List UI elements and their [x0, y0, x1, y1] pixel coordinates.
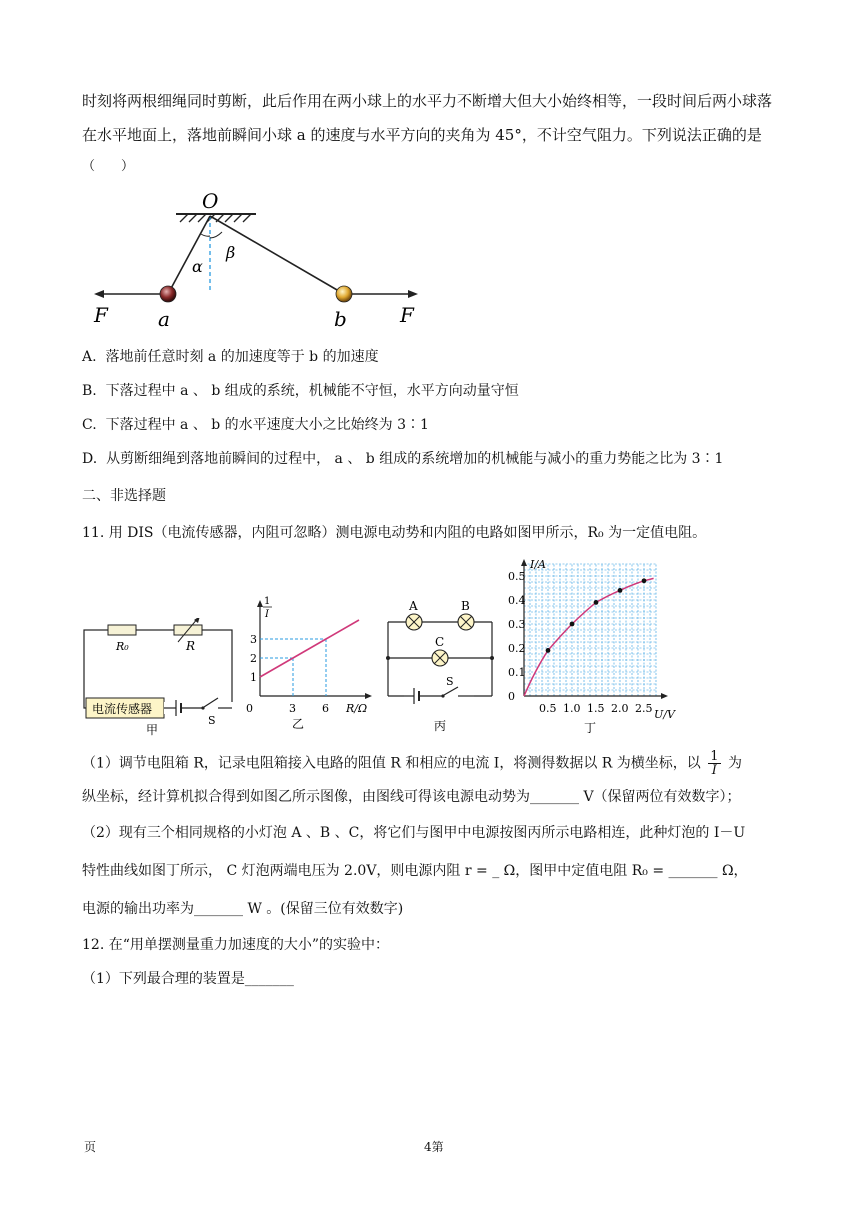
q10-answer-bracket: （ ） — [82, 159, 135, 174]
label-lamp-a: A — [409, 600, 418, 613]
ball-a — [160, 286, 176, 302]
xtick-0: 0 — [246, 702, 253, 715]
xtick-2.0: 2.0 — [611, 702, 629, 715]
caption-jia: 甲 — [146, 723, 159, 736]
section-title: 二、非选择题 — [82, 488, 166, 504]
data-point — [594, 600, 599, 605]
q11-part1-line1 — [82, 750, 742, 777]
option-d — [82, 448, 723, 470]
lamp-b — [458, 614, 474, 630]
q10-figure — [88, 186, 428, 334]
ytick-1: 1 — [250, 671, 257, 684]
label-o: O — [202, 189, 219, 213]
option-c — [82, 414, 429, 436]
option-d-label: D. — [82, 451, 98, 467]
fig-ding-graph — [504, 556, 694, 736]
caption-bing: 丙 — [434, 719, 447, 733]
xtick-6: 6 — [322, 702, 329, 715]
frac-num: 1 — [710, 749, 719, 764]
xlabel: U/V — [654, 708, 675, 721]
ball-b — [336, 286, 352, 302]
option-a-text: 落地前任意时刻 a 的加速度等于 b 的加速度 — [105, 349, 379, 365]
q11-part2-line1: （2）现有三个相同规格的小灯泡 A 、B 、C，将它们与图甲中电源按图丙所示电路相连，此种灯泡的 I－U — [82, 825, 746, 841]
xtick-2.5: 2.5 — [635, 702, 653, 715]
label-r0: R₀ — [116, 640, 129, 653]
fig-yi-graph — [240, 590, 376, 736]
q11-stem: 11. 用 DIS（电流传感器，内阻可忽略）测电源电动势和内阻的电路如图甲所示，R₀ 为一定值电阻。 — [82, 525, 707, 541]
option-b-label: B. — [82, 383, 97, 399]
q11-part1-line2: 纵坐标，经计算机拟合得到如图乙所示图像，由图线可得该电源电动势为_______ V（保留两位有效数字）； — [82, 789, 741, 805]
option-a-label: A. — [82, 349, 97, 365]
lamp-a — [406, 614, 422, 630]
ylabel-den: I — [265, 609, 269, 620]
xtick-0.5: 0.5 — [539, 702, 557, 715]
iu-curve — [524, 578, 654, 696]
ytick-0.4: 0.4 — [508, 594, 526, 607]
ytick-0.2: 0.2 — [508, 642, 526, 655]
data-point — [618, 588, 623, 593]
ytick-0.3: 0.3 — [508, 618, 526, 631]
q12-stem: 12. 在“用单摆测量重力加速度的大小”的实验中： — [82, 937, 390, 953]
option-b-text: 下落过程中 a 、 b 组成的系统，机械能不守恒，水平方向动量守恒 — [105, 383, 519, 399]
data-point — [642, 578, 647, 583]
option-a — [82, 346, 379, 368]
y-axis-arrow — [257, 600, 263, 607]
x-axis-arrow — [661, 693, 668, 699]
label-f-right: F — [400, 303, 414, 327]
xtick-3: 3 — [289, 702, 296, 715]
fit-line — [260, 620, 359, 677]
option-b — [82, 380, 519, 402]
label-beta: β — [226, 243, 236, 262]
label-switch-jia: S — [208, 714, 216, 727]
q11-part2-line2: 特性曲线如图丁所示， C 灯泡两端电压为 2.0V，则电源内阻 r = _ Ω，图甲中定值电阻 R₀ = _______ Ω， — [82, 863, 748, 879]
label-b: b — [334, 307, 347, 331]
q10-line2: 在水平地面上，落地前瞬间小球 a 的速度与水平方向的夹角为 45°，不计空气阻力。下列说法正确的是 — [82, 126, 762, 144]
label-r: R — [186, 639, 196, 653]
x-axis-arrow — [365, 693, 372, 699]
data-point — [570, 622, 575, 627]
footer-left: 页 — [84, 1140, 97, 1154]
q12-part1: （1）下列最合理的装置是_______ — [82, 971, 294, 987]
option-c-text: 下落过程中 a 、 b 的水平速度大小之比始终为 3∶1 — [105, 417, 429, 433]
ytick-0.5: 0.5 — [508, 570, 526, 583]
q11-part2-line3: 电源的输出功率为_______ W 。(保留三位有效数字) — [82, 901, 404, 917]
label-f-left: F — [94, 303, 108, 327]
ytick-0: 0 — [508, 690, 515, 703]
sensor-label: 电流传感器 — [92, 702, 153, 716]
fig-jia-circuit — [78, 618, 238, 736]
caption-ding: 丁 — [584, 721, 597, 735]
ytick-2: 2 — [250, 652, 257, 665]
label-switch-bing: S — [446, 675, 454, 688]
lamp-c — [432, 650, 448, 666]
fig-bing-circuit — [380, 600, 504, 736]
label-lamp-b: B — [461, 600, 470, 613]
ytick-3: 3 — [250, 633, 257, 646]
xlabel: R/Ω — [346, 702, 368, 715]
fraction-1-over-i — [708, 750, 720, 777]
label-a: a — [158, 307, 170, 331]
ytick-0.1: 0.1 — [508, 666, 526, 679]
ylabel: I/A — [530, 558, 546, 571]
ylabel-num: 1 — [264, 596, 271, 607]
frac-den: I — [711, 763, 717, 778]
q11-part1-suffix: 为 — [727, 755, 742, 772]
q11-part1-text: （1）调节电阻箱 R，记录电阻箱接入电路的阻值 R 和相应的电流 I，将测得数据以 R 为横坐标，以 — [82, 755, 701, 772]
option-d-text: 从剪断细绳到落地前瞬间的过程中， a 、 b 组成的系统增加的机械能与减小的重力势能之比为 3∶1 — [106, 451, 724, 467]
y-axis-arrow — [521, 559, 527, 566]
r0-resistor — [108, 625, 136, 635]
xtick-1.0: 1.0 — [563, 702, 581, 715]
label-lamp-c: C — [435, 635, 445, 649]
q10-line1: 时刻将两根细绳同时剪断，此后作用在两小球上的水平力不断增大但大小始终相等，一段时间后两小球落 — [82, 92, 773, 110]
caption-yi: 乙 — [292, 717, 305, 731]
label-alpha: α — [192, 257, 203, 276]
option-c-label: C. — [82, 417, 97, 433]
xtick-1.5: 1.5 — [587, 702, 605, 715]
data-point — [546, 648, 551, 653]
footer-page: 4第 — [424, 1140, 444, 1154]
